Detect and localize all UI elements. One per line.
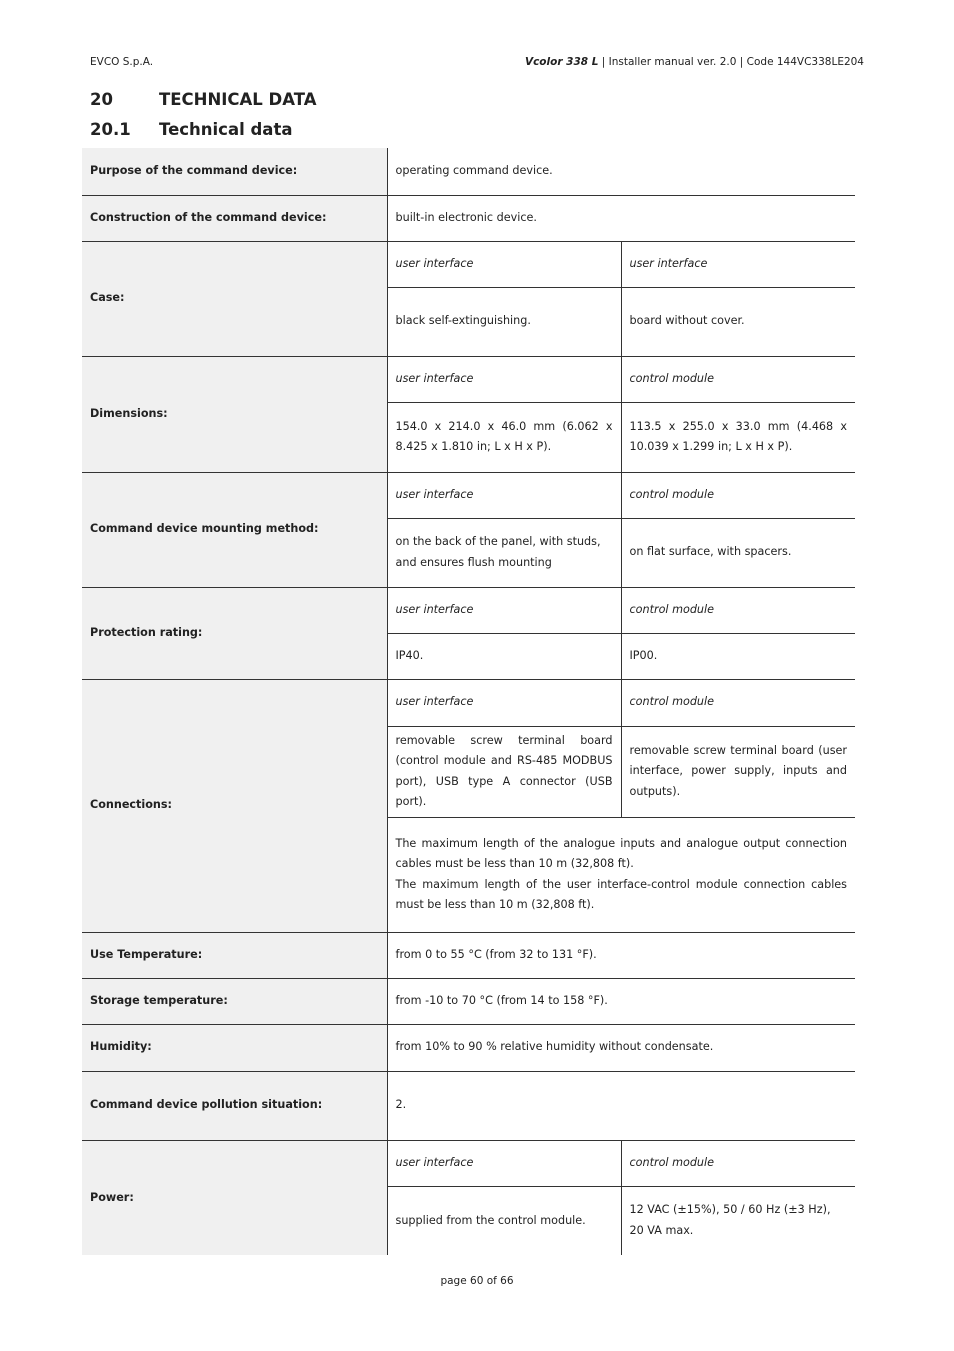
cell-value-a: removable screw terminal board (control module and RS-485 MODBUS port), USB type A connector (USB port). bbox=[387, 726, 621, 817]
cell-value-b: board without cover. bbox=[621, 287, 855, 356]
row-label: Command device pollution situation: bbox=[82, 1071, 387, 1140]
table-row-connections-head bbox=[82, 679, 855, 726]
cell-head-user-interface: user interface bbox=[387, 587, 621, 633]
note-analogue-cables: The maximum length of the analogue inputs and analogue output connection cables must be less than 10 m (32,808 ft). bbox=[395, 836, 848, 870]
cell-head-control-module: control module bbox=[621, 587, 855, 633]
row-label: Humidity: bbox=[82, 1024, 387, 1071]
table-row-construction bbox=[82, 195, 855, 241]
section-number: 20 bbox=[90, 90, 113, 109]
cell-value-b: IP00. bbox=[621, 633, 855, 679]
table-row-case-head bbox=[82, 241, 855, 287]
cell-value-a: IP40. bbox=[387, 633, 621, 679]
table-row-use-temperature bbox=[82, 932, 855, 978]
header-manual: | Installer manual ver. 2.0 | Code 144VC338LE204 bbox=[598, 56, 864, 68]
cell-value-a: supplied from the control module. bbox=[387, 1186, 621, 1255]
cell-head-control-module: control module bbox=[621, 356, 855, 402]
row-value: 2. bbox=[387, 1071, 855, 1140]
header-document-info bbox=[525, 56, 864, 68]
cell-head-control-module: control module bbox=[621, 679, 855, 726]
cell-head-user-interface: user interface bbox=[387, 472, 621, 518]
section-title: TECHNICAL DATA bbox=[159, 90, 317, 109]
row-label: Command device mounting method: bbox=[82, 472, 387, 587]
cell-value-b: 12 VAC (±15%), 50 / 60 Hz (±3 Hz), 20 VA max. bbox=[629, 1203, 831, 1237]
cell-value-a: on the back of the panel, with studs, and ensures flush mounting bbox=[387, 518, 621, 587]
note-interface-cables: The maximum length of the user interface-control module connection cables must be less than 10 m (32,808 ft). bbox=[395, 877, 848, 911]
table-row-mounting-head bbox=[82, 472, 855, 518]
cell-head-control-module: control module bbox=[621, 472, 855, 518]
page-number: page 60 of 66 bbox=[440, 1275, 514, 1287]
cell-head-user-interface: user interface bbox=[387, 679, 621, 726]
row-label: Connections: bbox=[82, 679, 387, 932]
table-row-pollution bbox=[82, 1071, 855, 1140]
subsection-heading bbox=[90, 120, 292, 139]
row-value: from 0 to 55 °C (from 32 to 131 °F). bbox=[387, 932, 855, 978]
subsection-title: Technical data bbox=[159, 120, 293, 139]
cell-head-second: user interface bbox=[621, 241, 855, 287]
section-heading bbox=[90, 90, 316, 109]
cell-head-user-interface: user interface bbox=[387, 1140, 621, 1186]
cell-head-user-interface: user interface bbox=[387, 356, 621, 402]
table-row-storage-temperature bbox=[82, 978, 855, 1024]
table-row-dimensions-head bbox=[82, 356, 855, 402]
header-product: Vcolor 338 L bbox=[524, 56, 599, 68]
table-row-purpose bbox=[82, 148, 855, 195]
table-row-power-head bbox=[82, 1140, 855, 1186]
row-label: Use Temperature: bbox=[82, 932, 387, 978]
technical-data-table bbox=[82, 148, 855, 1255]
row-value: operating command device. bbox=[387, 148, 855, 195]
row-label: Storage temperature: bbox=[82, 978, 387, 1024]
cell-value-a: black self-extinguishing. bbox=[387, 287, 621, 356]
header-company: EVCO S.p.A. bbox=[90, 56, 154, 68]
row-label: Purpose of the command device: bbox=[82, 148, 387, 195]
cell-head-control-module: control module bbox=[621, 1140, 855, 1186]
row-label: Dimensions: bbox=[82, 356, 387, 472]
row-label: Case: bbox=[82, 241, 387, 356]
table-row-protection-head bbox=[82, 587, 855, 633]
row-value: from 10% to 90 % relative humidity without condensate. bbox=[387, 1024, 855, 1071]
cell-value-b: on flat surface, with spacers. bbox=[621, 518, 855, 587]
row-value: built-in electronic device. bbox=[387, 195, 855, 241]
row-value: from -10 to 70 °C (from 14 to 158 °F). bbox=[387, 978, 855, 1024]
cell-value-b: 113.5 x 255.0 x 33.0 mm (4.468 x 10.039 x 1.299 in; L x H x P). bbox=[621, 402, 855, 472]
row-label: Construction of the command device: bbox=[82, 195, 387, 241]
row-label: Power: bbox=[82, 1140, 387, 1255]
cell-value-b: removable screw terminal board (user interface, power supply, inputs and outputs). bbox=[621, 726, 855, 817]
cell-head-user-interface: user interface bbox=[387, 241, 621, 287]
row-label: Protection rating: bbox=[82, 587, 387, 679]
table-row-humidity bbox=[82, 1024, 855, 1071]
cell-value-a: 154.0 x 214.0 x 46.0 mm (6.062 x 8.425 x 1.810 in; L x H x P). bbox=[387, 402, 621, 472]
cell-note bbox=[387, 817, 855, 932]
subsection-number: 20.1 bbox=[90, 120, 131, 139]
